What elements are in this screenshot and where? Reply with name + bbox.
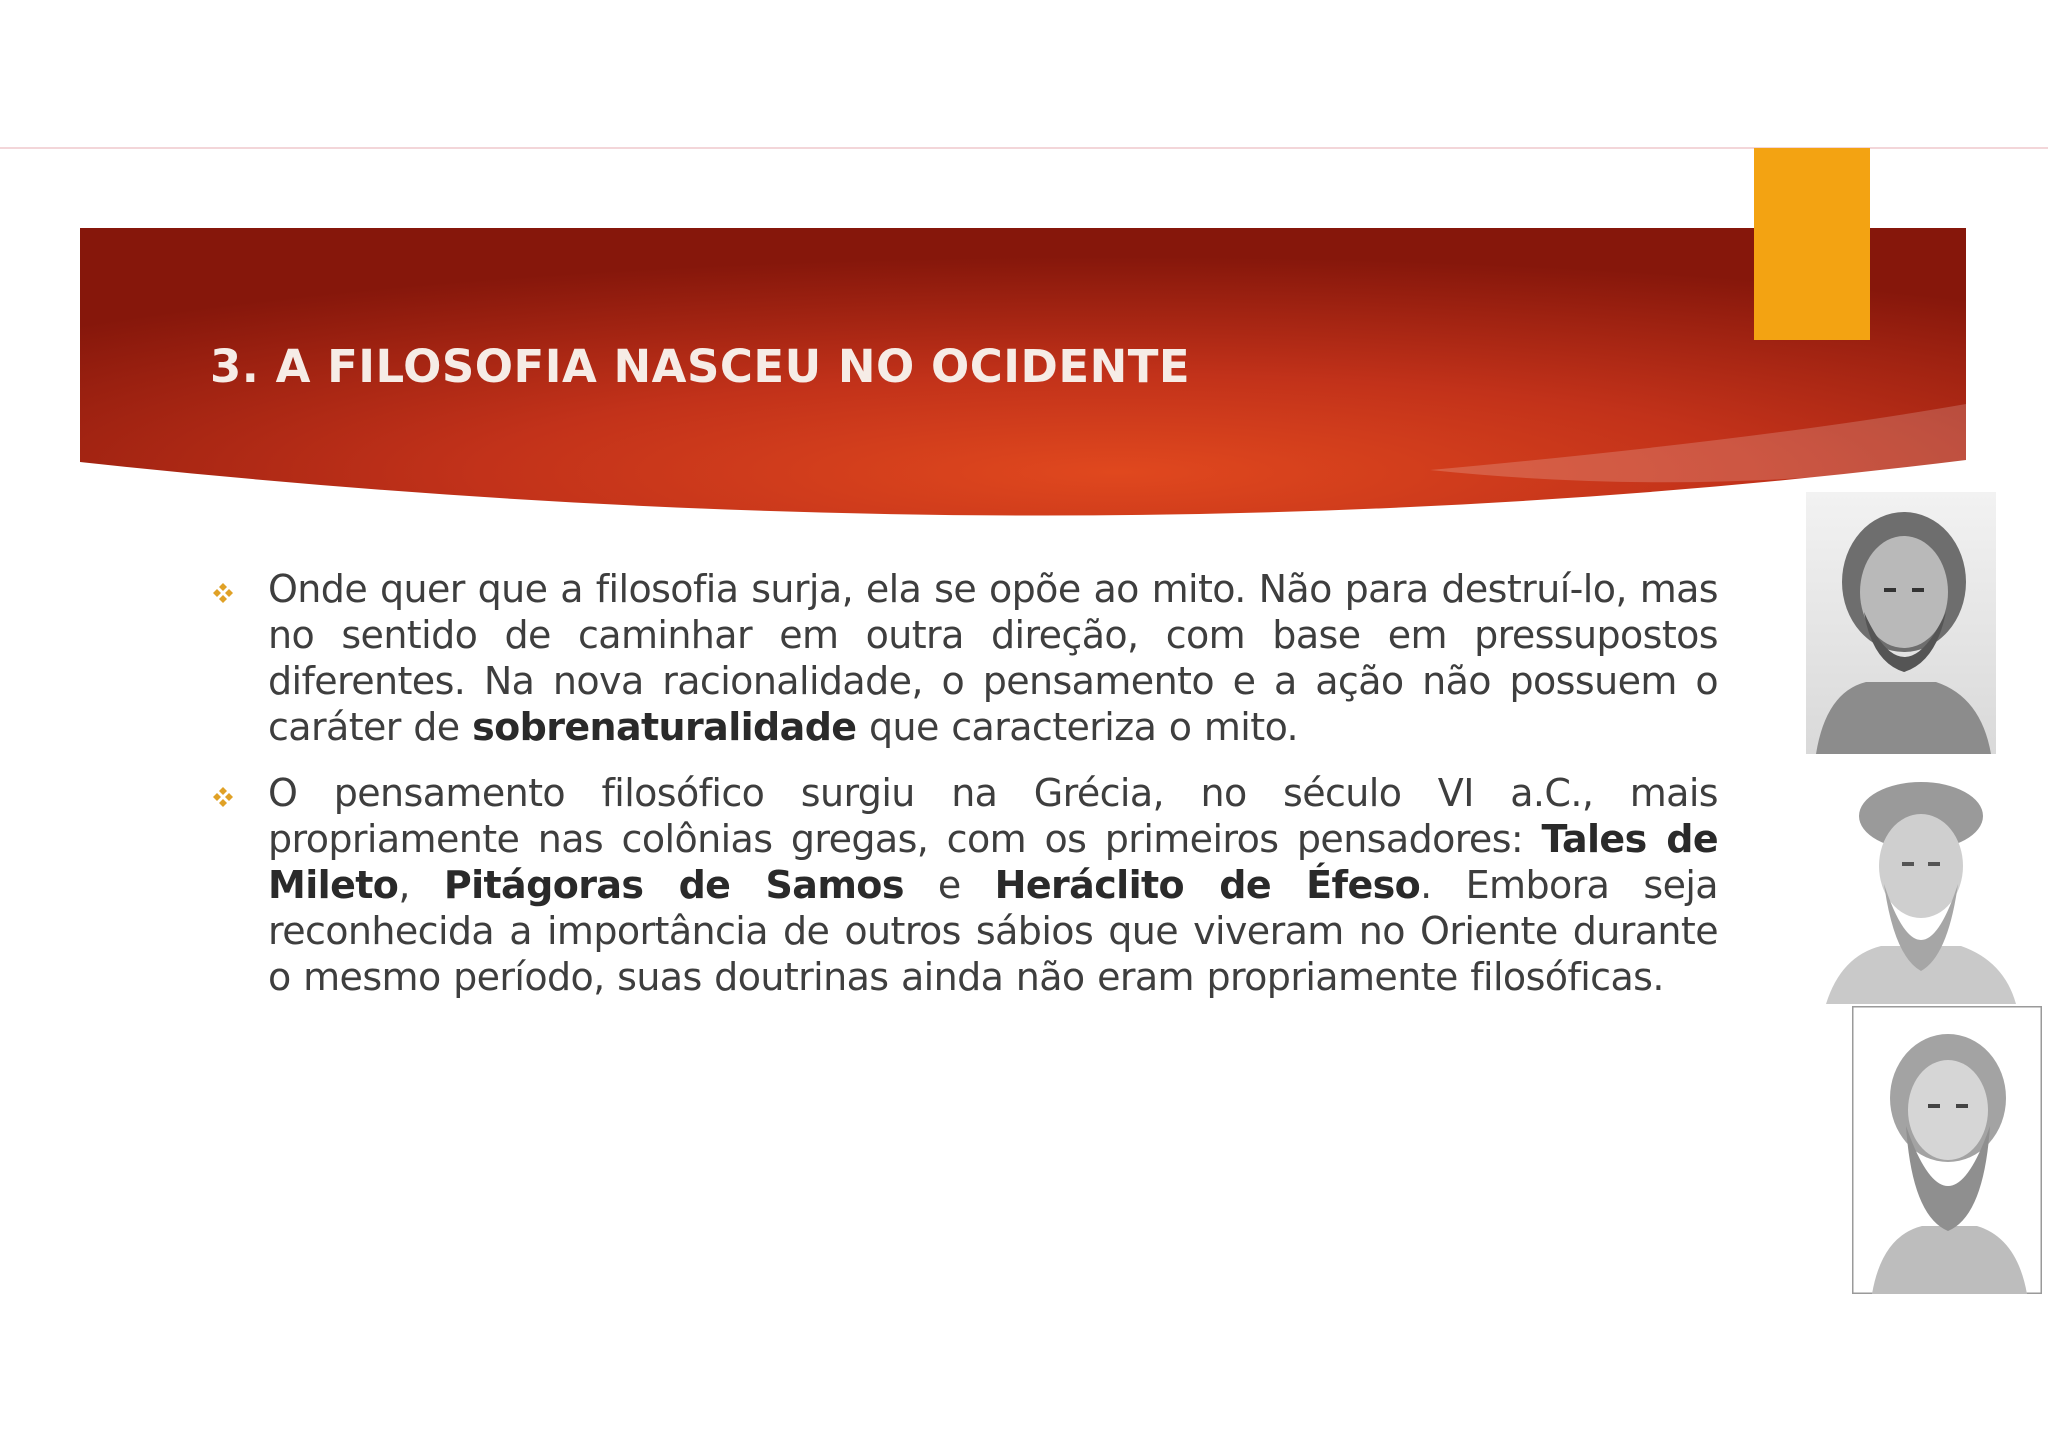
portrait-image: [1852, 1006, 2042, 1294]
accent-tab: [1754, 148, 1870, 340]
bold-name: Pitágoras de Samos: [443, 863, 904, 907]
bust-portrait-icon: [1826, 766, 2016, 1004]
portrait-image: [1826, 766, 2016, 1004]
slide-title: 3. A FILOSOFIA NASCEU NO OCIDENTE: [210, 340, 1191, 393]
bold-name: Heráclito de Éfeso: [994, 863, 1421, 907]
diamond-bullet-icon: [210, 580, 236, 606]
title-banner: [0, 0, 2048, 560]
bold-name: Tales de Mileto: [268, 817, 1718, 907]
bullet-text: Onde quer que a filosofia surja, ela se opõe ao mito. Não para destruí-lo, mas no sentido de caminhar em outra direção, com base em pressupostos diferentes. Na nova racionalidade, o pensamento e a ação não possuem o caráter de sobrenaturalidade que caracteriza o mito.: [268, 567, 1718, 749]
bold-term: sobrenaturalidade: [472, 705, 857, 749]
portrait-image: [1806, 492, 1996, 754]
bullet-text: O pensamento filosófico surgiu na Grécia, no século VI a.C., mais propriamente nas colônias gregas, com os primeiros pensadores: Tales de Mileto, Pitágoras de Samos e Heráclito de Éfeso. Embora seja reconhecida a importância de outros sábios que viveram no Oriente durante o mesmo período, suas doutrinas ainda não eram propriamente filosóficas.: [268, 771, 1718, 999]
bust-portrait-icon: [1852, 1006, 2042, 1294]
bullet-item: [210, 566, 1718, 750]
bullet-item: [210, 770, 1718, 1000]
bullet-list: [210, 566, 1718, 1020]
diamond-bullet-icon: [210, 784, 236, 810]
bust-portrait-icon: [1806, 492, 1996, 754]
